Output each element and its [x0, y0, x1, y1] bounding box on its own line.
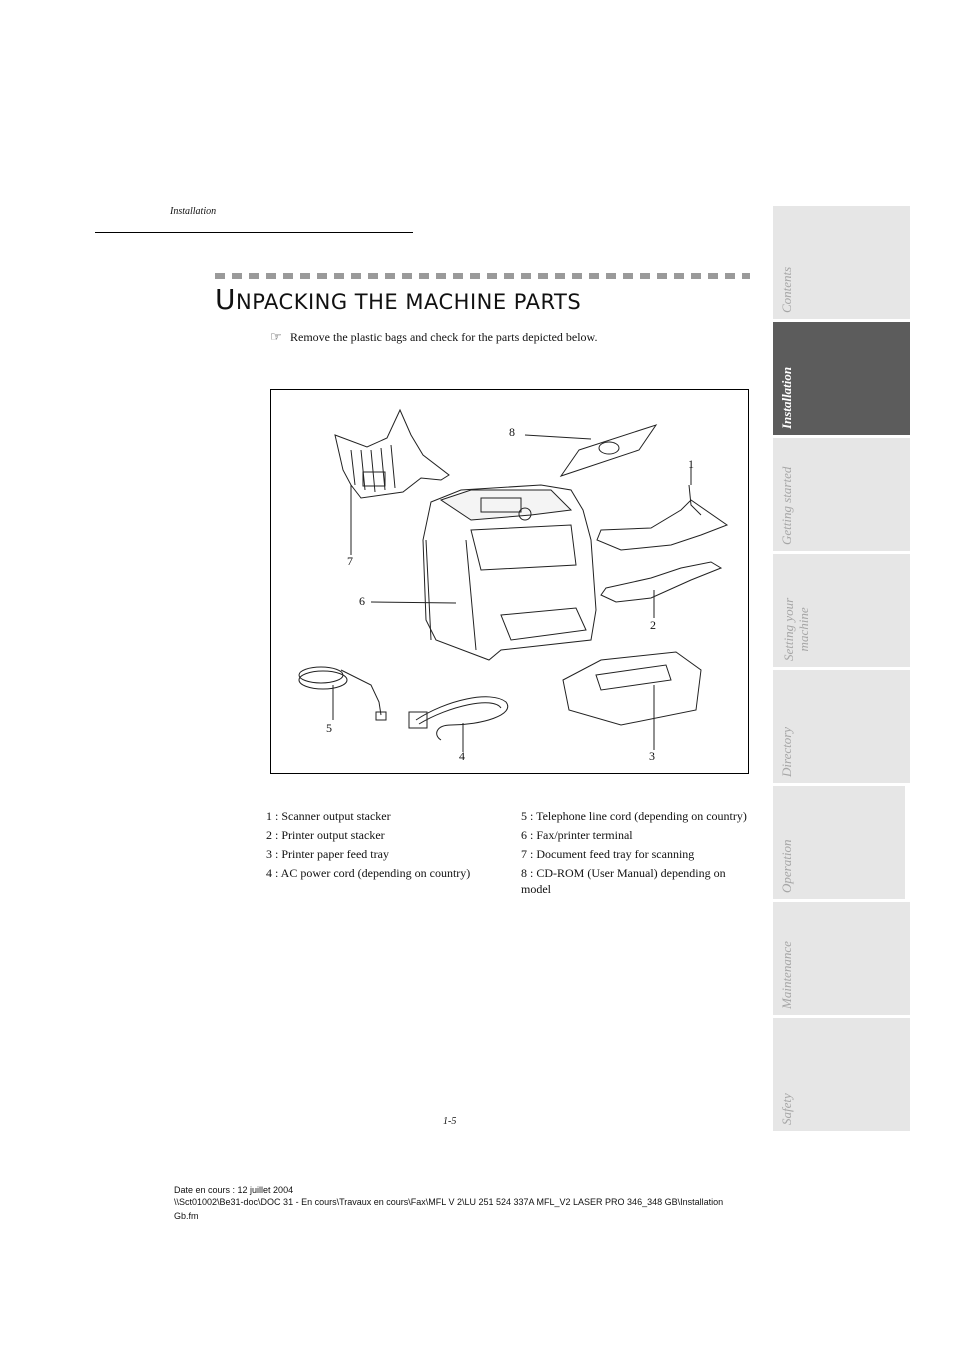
- pointing-hand-icon: ☞: [270, 329, 282, 344]
- callout-2: 2: [650, 618, 656, 632]
- footer-date: Date en cours : 12 juillet 2004: [174, 1185, 294, 1195]
- header-rule: [95, 232, 413, 233]
- callout-7: 7: [347, 554, 353, 568]
- fax-printer-terminal-drawing: [371, 485, 596, 660]
- callout-8: 8: [509, 425, 515, 439]
- callout-4: 4: [459, 749, 465, 763]
- parts-drawing: [271, 390, 750, 775]
- footer: [174, 1184, 723, 1222]
- tab-label: Operation: [779, 839, 794, 893]
- callout-3: 3: [649, 749, 655, 763]
- legend-item: 5 : Telephone line cord (depending on country): [521, 809, 747, 823]
- page-number: 1-5: [443, 1116, 457, 1127]
- legend-item: 6 : Fax/printer terminal: [521, 828, 633, 842]
- cd-rom-drawing: [525, 425, 656, 476]
- scanner-output-stacker-drawing: [597, 467, 727, 550]
- tab-installation[interactable]: [773, 322, 910, 435]
- tab-label: [781, 598, 811, 661]
- legend-item: 1 : Scanner output stacker: [266, 809, 391, 823]
- tab-label-line1: Setting your: [781, 597, 796, 661]
- instruction-text: Remove the plastic bags and check for the parts depicted below.: [290, 330, 598, 344]
- legend-item: 4 : AC power cord (depending on country): [266, 866, 471, 880]
- tab-label: Directory: [779, 726, 794, 777]
- title-rest: NPACKING THE MACHINE PARTS: [236, 290, 582, 314]
- title-dash-rule: [215, 273, 750, 279]
- tab-label: Safety: [779, 1093, 794, 1125]
- tab-maintenance[interactable]: [773, 902, 910, 1015]
- callout-6: 6: [359, 594, 365, 608]
- tab-label-line2: machine: [796, 607, 811, 652]
- page-title: [215, 283, 581, 316]
- callout-1: 1: [688, 457, 694, 471]
- tab-contents[interactable]: [773, 206, 910, 319]
- chapter-tabs: [773, 206, 910, 1134]
- legend-right-column: [521, 808, 751, 900]
- instruction: [270, 329, 597, 345]
- footer-filename: Gb.fm: [174, 1211, 199, 1221]
- tab-label: Getting started: [779, 466, 794, 545]
- ac-power-cord-drawing: [409, 697, 508, 752]
- footer-path: \\Sct01002\Be31-doc\DOC 31 - En cours\Travaux en cours\Fax\MFL V 2\LU 251 524 337A MFL_V2 LASER PRO 346_348 GB\Installation: [174, 1197, 724, 1207]
- printer-output-stacker-drawing: [601, 562, 721, 618]
- callout-5: 5: [326, 721, 332, 735]
- legend-item: 3 : Printer paper feed tray: [266, 847, 389, 861]
- parts-illustration: [270, 389, 749, 774]
- tab-label: Maintenance: [779, 941, 794, 1009]
- paper-feed-tray-drawing: [563, 652, 701, 750]
- tab-label: Installation: [779, 366, 794, 429]
- legend-left-column: [266, 808, 506, 884]
- tab-getting-started[interactable]: [773, 438, 910, 551]
- legend-item: 2 : Printer output stacker: [266, 828, 385, 842]
- tab-directory[interactable]: [773, 670, 910, 783]
- tab-operation[interactable]: [773, 786, 905, 899]
- tab-setting-your-machine[interactable]: [773, 554, 910, 667]
- tab-safety[interactable]: [773, 1018, 910, 1131]
- running-header: Installation: [170, 206, 217, 217]
- title-initial: U: [215, 283, 236, 316]
- tab-label: Contents: [779, 266, 794, 313]
- legend-item: 7 : Document feed tray for scanning: [521, 847, 695, 861]
- telephone-cord-drawing: [299, 667, 386, 720]
- legend-item: 8 : CD-ROM (User Manual) depending on model: [521, 866, 726, 896]
